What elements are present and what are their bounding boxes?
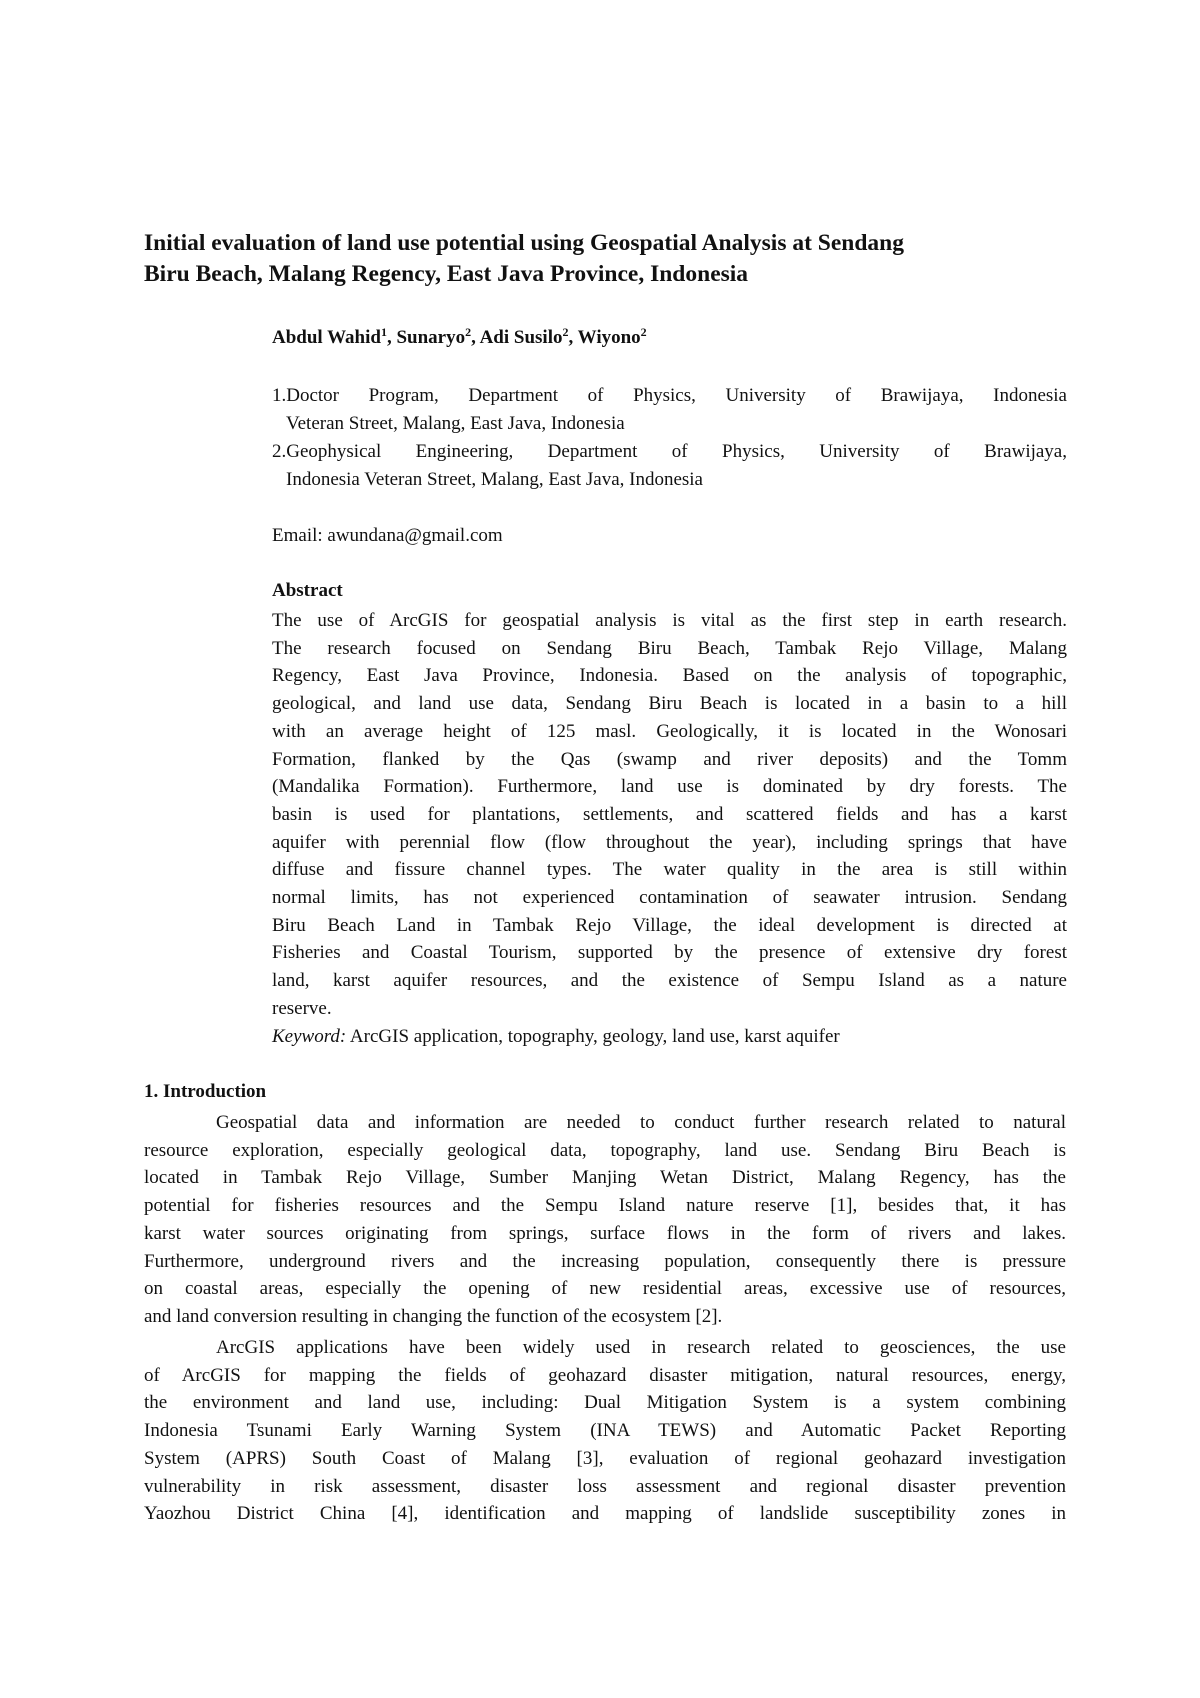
title-line: Initial evaluation of land use potential using Geospatial Analysis at Sendang [144, 230, 904, 256]
paragraph-line: resource exploration, especially geological data, topography, land use. Sendang Biru Beach is [144, 1139, 1066, 1161]
abstract-line: basin is used for plantations, settlements, and scattered fields and has a karst [272, 803, 1067, 825]
abstract-line: land, karst aquifer resources, and the existence of Sempu Island as a nature [272, 970, 1067, 992]
author-affiliation-mark: 1 [380, 325, 387, 339]
abstract-line: Regency, East Java Province, Indonesia. Based on the analysis of topographic, [272, 665, 1067, 687]
abstract-heading: Abstract [272, 580, 343, 601]
author-affiliation-mark: 2 [465, 325, 472, 339]
introduction-paragraph [144, 1334, 1066, 1528]
section-heading-introduction: 1. Introduction [144, 1081, 267, 1102]
abstract-text [272, 607, 1067, 1023]
abstract-line: reserve. [272, 997, 332, 1019]
paragraph-line: the environment and land use, including: Dual Mitigation System is a system combining [144, 1392, 1066, 1414]
paragraph-line: and land conversion resulting in changing the function of the ecosystem [2]. [144, 1305, 723, 1327]
title-line: Biru Beach, Malang Regency, East Java Province, Indonesia [144, 261, 749, 287]
author-name: Abdul Wahid [272, 327, 381, 348]
paragraph-line: System (APRS) South Coast of Malang [3], evaluation of regional geohazard investigation [144, 1447, 1066, 1469]
author-name: Adi Susilo [479, 327, 563, 348]
abstract-line: (Mandalika Formation). Furthermore, land use is dominated by dry forests. The [272, 776, 1067, 798]
abstract-line: diffuse and fissure channel types. The water quality in the area is still within [272, 859, 1067, 881]
keyword-label: Keyword: [272, 1026, 347, 1047]
paragraph-line: Yaozhou District China [4], identification and mapping of landslide susceptibility zones in [144, 1503, 1066, 1525]
paragraph-line: located in Tambak Rejo Village, Sumber Manjing Wetan District, Malang Regency, has the [144, 1167, 1066, 1189]
keywords [272, 1026, 840, 1048]
introduction-paragraph [144, 1109, 1066, 1331]
abstract-line: Biru Beach Land in Tambak Rejo Village, the ideal development is directed at [272, 914, 1067, 936]
affiliation-1 [272, 382, 1067, 438]
abstract-line: Fisheries and Coastal Tourism, supported by the presence of extensive dry forest [272, 942, 1067, 964]
keyword-list: ArcGIS application, topography, geology, land use, karst aquifer [346, 1026, 840, 1047]
paragraph-line: vulnerability in risk assessment, disaster loss assessment and regional disaster prevention [144, 1475, 1066, 1497]
author-affiliation-mark: 2 [640, 325, 647, 339]
author-name: Wiyono [577, 327, 641, 348]
author-name: Sunaryo [396, 327, 466, 348]
abstract-line: aquifer with perennial flow (flow throughout the year), including springs that have [272, 831, 1067, 853]
paragraph-line: of ArcGIS for mapping the fields of geohazard disaster mitigation, natural resources, energy, [144, 1364, 1066, 1386]
paragraph-line: on coastal areas, especially the opening of new residential areas, excessive use of resources, [144, 1278, 1066, 1300]
paragraph-line: Indonesia Tsunami Early Warning System (INA TEWS) and Automatic Packet Reporting [144, 1420, 1066, 1442]
abstract-line: normal limits, has not experienced contamination of seawater intrusion. Sendang [272, 887, 1067, 909]
abstract-line: with an average height of 125 masl. Geologically, it is located in the Wonosari [272, 720, 1067, 742]
author-list: Abdul Wahid$^1$, Sunaryo$^2$, Adi Susilo$^2$, Wiyono$^2$ [272, 325, 647, 348]
contact-email: Email: awundana@gmail.com [272, 525, 503, 546]
paragraph-line: Furthermore, underground rivers and the increasing population, consequently there is pressure [144, 1250, 1066, 1272]
abstract-line: The research focused on Sendang Biru Beach, Tambak Rejo Village, Malang [272, 637, 1067, 659]
abstract-line: The use of ArcGIS for geospatial analysis is vital as the first step in earth research. [272, 610, 1067, 631]
abstract-line: Formation, flanked by the Qas (swamp and river deposits) and the Tomm [272, 748, 1067, 770]
affiliation-line: 2.Geophysical Engineering, Department of Physics, University of Brawijaya, [272, 441, 1067, 462]
affiliation-2 [272, 438, 1067, 494]
affiliation-line: 1.Doctor Program, Department of Physics, University of Brawijaya, Indonesia [272, 385, 1067, 406]
paragraph-line: karst water sources originating from springs, surface flows in the form of rivers and lakes. [144, 1222, 1066, 1244]
abstract-line: geological, and land use data, Sendang Biru Beach is located in a basin to a hill [272, 693, 1067, 715]
author-affiliation-mark: 2 [562, 325, 569, 339]
affiliation-line: Indonesia Veteran Street, Malang, East Java, Indonesia [286, 469, 703, 490]
paragraph-line: Geospatial data and information are needed to conduct further research related to natural [216, 1112, 1066, 1133]
affiliation-line: Veteran Street, Malang, East Java, Indonesia [286, 413, 625, 434]
paragraph-line: ArcGIS applications have been widely used in research related to geosciences, the use [216, 1337, 1066, 1358]
paper-title [144, 228, 1084, 290]
paragraph-line: potential for fisheries resources and the Sempu Island nature reserve [1], besides that, it has [144, 1195, 1066, 1217]
